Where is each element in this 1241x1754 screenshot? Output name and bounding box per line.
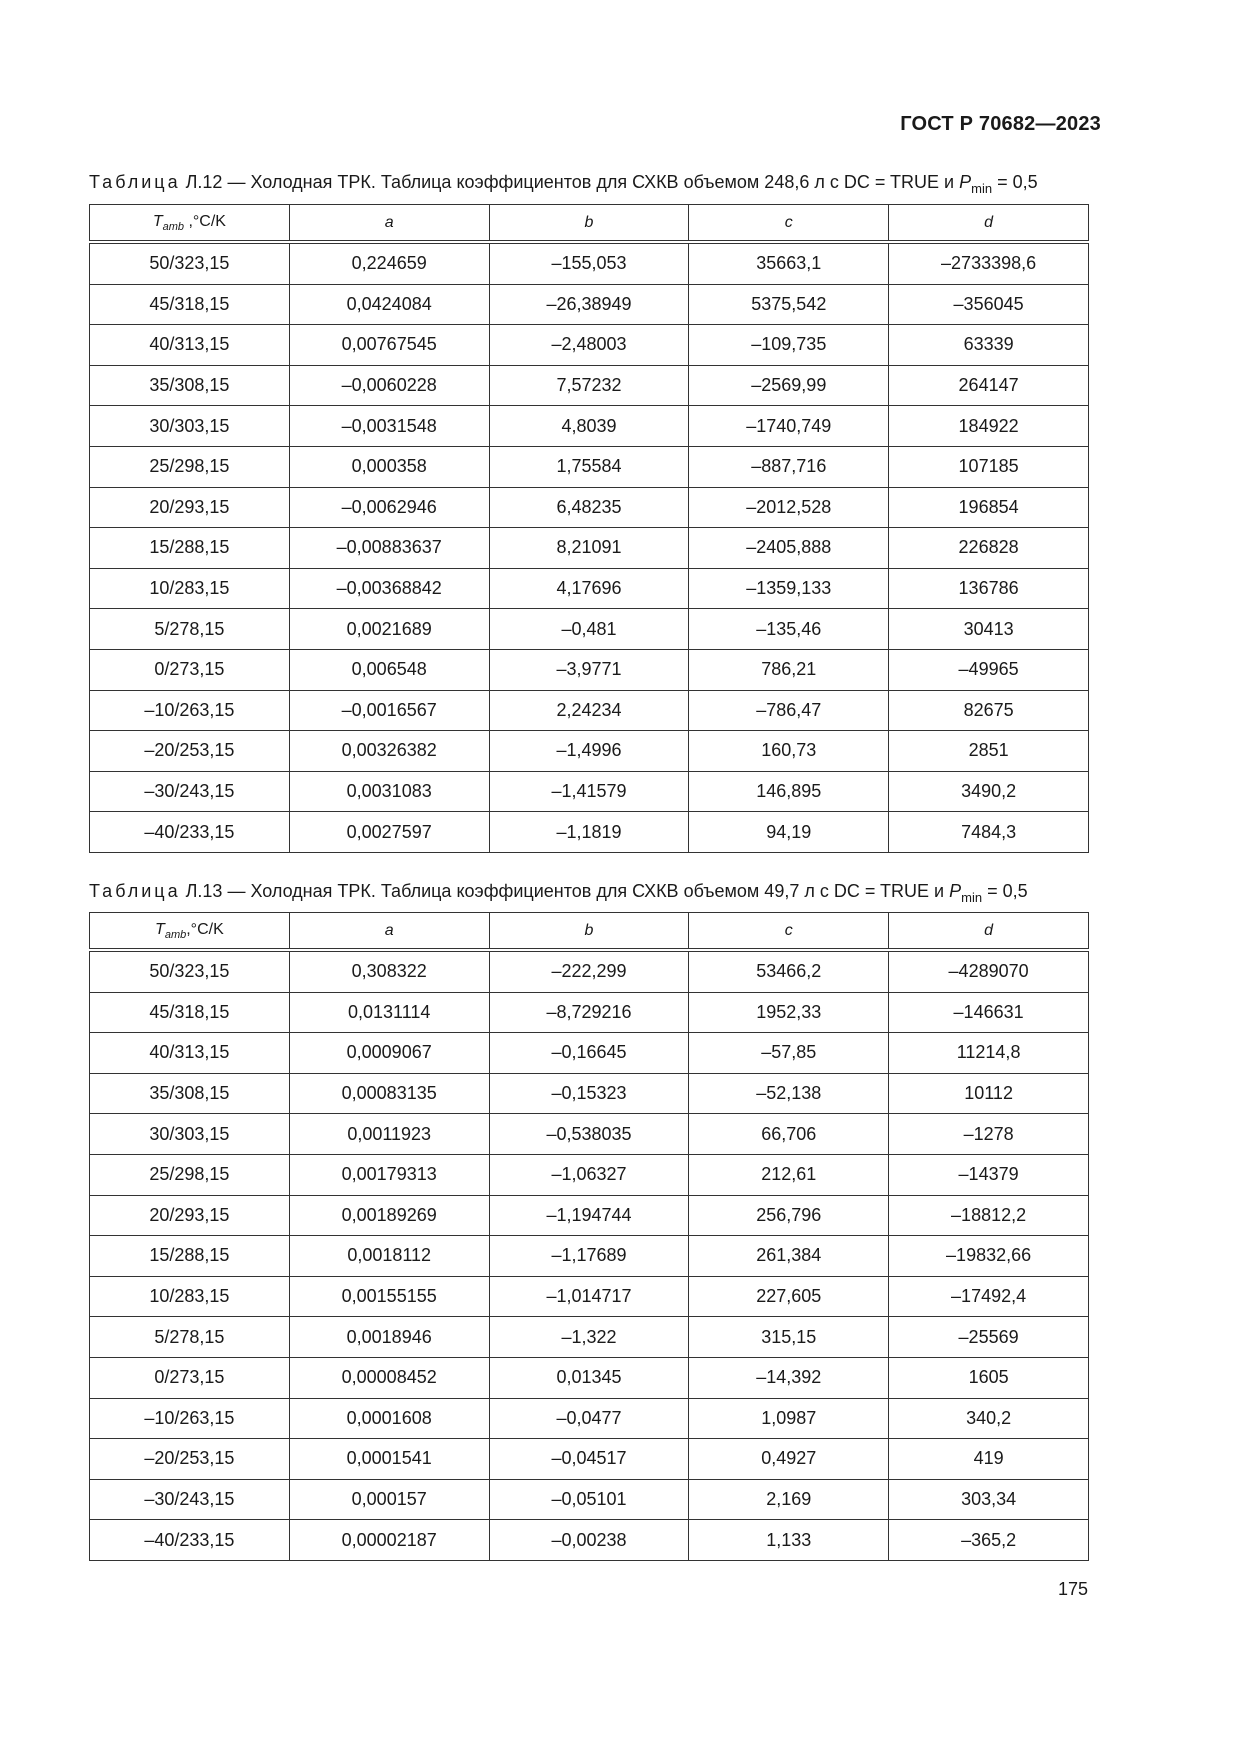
cell-d: 107185 [889,446,1089,487]
cell-b: –26,38949 [489,284,689,325]
cell-b: –1,06327 [489,1154,689,1195]
cell-d: 196854 [889,487,1089,528]
cell-temperature: 45/318,15 [90,992,290,1033]
cell-a: 0,0027597 [289,812,489,853]
cell-b: –8,729216 [489,992,689,1033]
cell-d: –1278 [889,1114,1089,1155]
cell-d: 340,2 [889,1398,1089,1439]
cell-d: 264147 [889,365,1089,406]
caption-number: Л.13 [185,881,223,901]
table-body [90,950,1089,1560]
table-row [90,528,1089,569]
cell-c: 0,4927 [689,1439,889,1480]
table-row [90,1033,1089,1074]
table-row [90,406,1089,447]
cell-d: 1605 [889,1357,1089,1398]
cell-b: –0,15323 [489,1073,689,1114]
column-header-b: b [489,205,689,243]
cell-b: –0,00238 [489,1520,689,1561]
cell-d: –356045 [889,284,1089,325]
table-row [90,1073,1089,1114]
cell-temperature: 50/323,15 [90,950,290,992]
cell-b: –2,48003 [489,325,689,366]
cell-b: 4,8039 [489,406,689,447]
table-row [90,1276,1089,1317]
cell-temperature: –20/253,15 [90,731,290,772]
cell-b: 0,01345 [489,1357,689,1398]
cell-b: 7,57232 [489,365,689,406]
coefficient-table [89,912,1089,1561]
cell-b: –1,4996 [489,731,689,772]
temperature-symbol: T [152,212,163,230]
cell-d: –49965 [889,649,1089,690]
table-row [90,1479,1089,1520]
cell-b: –222,299 [489,950,689,992]
cell-b: –3,9771 [489,649,689,690]
cell-c: 1952,33 [689,992,889,1033]
table-row [90,609,1089,650]
cell-c: –57,85 [689,1033,889,1074]
cell-d: –18812,2 [889,1195,1089,1236]
cell-a: –0,0060228 [289,365,489,406]
temperature-unit: ,°C/K [186,920,224,938]
cell-d: 303,34 [889,1479,1089,1520]
page-number: 175 [1057,1579,1088,1599]
cell-a: 0,0001541 [289,1439,489,1480]
cell-c: –1740,749 [689,406,889,447]
cell-a: –0,0016567 [289,690,489,731]
cell-c: –786,47 [689,690,889,731]
cell-b: –1,322 [489,1317,689,1358]
cell-a: 0,0424084 [289,284,489,325]
cell-d: –19832,66 [889,1236,1089,1277]
cell-temperature: –40/233,15 [90,1520,290,1561]
cell-temperature: –10/263,15 [90,1398,290,1439]
cell-b: 1,75584 [489,446,689,487]
table-caption [89,172,1038,196]
cell-b: –155,053 [489,242,689,284]
cell-c: –2012,528 [689,487,889,528]
cell-temperature: 5/278,15 [90,1317,290,1358]
table-row [90,1357,1089,1398]
cell-a: –0,00883637 [289,528,489,569]
cell-temperature: 25/298,15 [90,446,290,487]
table-row [90,487,1089,528]
cell-c: 227,605 [689,1276,889,1317]
table-row [90,812,1089,853]
cell-a: 0,006548 [289,649,489,690]
standard-designation: ГОСТ Р 70682—2023 [900,113,1101,135]
temperature-subscript: amb [162,220,184,233]
table-row [90,1236,1089,1277]
cell-temperature: –10/263,15 [90,690,290,731]
cell-a: 0,0001608 [289,1398,489,1439]
cell-temperature: 0/273,15 [90,649,290,690]
cell-c: 66,706 [689,1114,889,1155]
cell-temperature: 45/318,15 [90,284,290,325]
table-header-row [90,913,1089,951]
cell-d: 3490,2 [889,771,1089,812]
cell-a: 0,0018946 [289,1317,489,1358]
cell-b: –0,04517 [489,1439,689,1480]
cell-b: –0,481 [489,609,689,650]
caption-text: — Холодная ТРК. Таблица коэффициентов для СХКВ объемом 248,6 л с DC = TRUE и [222,172,960,192]
column-header-temperature [90,205,290,243]
table-row [90,1317,1089,1358]
cell-b: –1,014717 [489,1276,689,1317]
caption-text: — Холодная ТРК. Таблица коэффициентов для СХКВ объемом 49,7 л с DC = TRUE и [222,881,950,901]
table-row [90,690,1089,731]
cell-a: 0,0031083 [289,771,489,812]
cell-d: 136786 [889,568,1089,609]
cell-temperature: 30/303,15 [90,1114,290,1155]
cell-c: 160,73 [689,731,889,772]
cell-temperature: –30/243,15 [90,1479,290,1520]
cell-d: –2733398,6 [889,242,1089,284]
cell-b: –0,05101 [489,1479,689,1520]
cell-temperature: 40/313,15 [90,325,290,366]
cell-b: –0,538035 [489,1114,689,1155]
caption-p-subscript: min [961,890,983,905]
cell-a: 0,0009067 [289,1033,489,1074]
cell-c: 786,21 [689,649,889,690]
cell-a: 0,224659 [289,242,489,284]
caption-number: Л.12 [185,172,223,192]
cell-temperature: 20/293,15 [90,1195,290,1236]
cell-a: –0,0031548 [289,406,489,447]
cell-d: 7484,3 [889,812,1089,853]
cell-a: –0,0062946 [289,487,489,528]
column-header-d: d [889,913,1089,951]
cell-temperature: 10/283,15 [90,568,290,609]
cell-d: 63339 [889,325,1089,366]
cell-c: 212,61 [689,1154,889,1195]
cell-temperature: 5/278,15 [90,609,290,650]
cell-d: –25569 [889,1317,1089,1358]
cell-d: 11214,8 [889,1033,1089,1074]
cell-temperature: 35/308,15 [90,1073,290,1114]
table-row [90,1154,1089,1195]
cell-b: –1,41579 [489,771,689,812]
table-row [90,1520,1089,1561]
cell-a: 0,0018112 [289,1236,489,1277]
cell-d: –4289070 [889,950,1089,992]
cell-a: –0,00368842 [289,568,489,609]
cell-b: –1,1819 [489,812,689,853]
table-row [90,992,1089,1033]
cell-temperature: –20/253,15 [90,1439,290,1480]
cell-d: –14379 [889,1154,1089,1195]
cell-b: 8,21091 [489,528,689,569]
column-header-c: c [689,205,889,243]
cell-temperature: 35/308,15 [90,365,290,406]
cell-temperature: 50/323,15 [90,242,290,284]
table-row [90,365,1089,406]
cell-d: 10112 [889,1073,1089,1114]
cell-d: 226828 [889,528,1089,569]
cell-d: 82675 [889,690,1089,731]
cell-temperature: 20/293,15 [90,487,290,528]
cell-c: –2405,888 [689,528,889,569]
cell-c: 5375,542 [689,284,889,325]
cell-a: 0,000358 [289,446,489,487]
cell-c: –887,716 [689,446,889,487]
table-row [90,1114,1089,1155]
cell-c: 1,0987 [689,1398,889,1439]
table-caption [89,881,1028,905]
cell-c: –2569,99 [689,365,889,406]
cell-d: 30413 [889,609,1089,650]
cell-b: –0,16645 [489,1033,689,1074]
caption-label: Таблица [89,172,181,192]
cell-c: –109,735 [689,325,889,366]
cell-a: 0,00083135 [289,1073,489,1114]
cell-a: 0,00179313 [289,1154,489,1195]
cell-a: 0,00008452 [289,1357,489,1398]
cell-d: –17492,4 [889,1276,1089,1317]
cell-temperature: 0/273,15 [90,1357,290,1398]
cell-temperature: 30/303,15 [90,406,290,447]
cell-c: –52,138 [689,1073,889,1114]
column-header-b: b [489,913,689,951]
caption-tail: = 0,5 [982,881,1028,901]
cell-c: 146,895 [689,771,889,812]
table-header-row [90,205,1089,243]
cell-a: 0,00189269 [289,1195,489,1236]
cell-d: 184922 [889,406,1089,447]
table-body [90,242,1089,852]
cell-c: –1359,133 [689,568,889,609]
cell-d: –365,2 [889,1520,1089,1561]
cell-temperature: 40/313,15 [90,1033,290,1074]
cell-d: –146631 [889,992,1089,1033]
cell-c: 256,796 [689,1195,889,1236]
caption-p-subscript: min [971,181,993,196]
cell-a: 0,0011923 [289,1114,489,1155]
cell-c: –14,392 [689,1357,889,1398]
cell-a: 0,00767545 [289,325,489,366]
cell-c: 315,15 [689,1317,889,1358]
temperature-symbol: T [155,920,165,938]
column-header-a: a [289,205,489,243]
table-row [90,242,1089,284]
cell-b: –1,194744 [489,1195,689,1236]
cell-d: 2851 [889,731,1089,772]
cell-a: 0,00002187 [289,1520,489,1561]
cell-a: 0,00326382 [289,731,489,772]
cell-temperature: 15/288,15 [90,1236,290,1277]
table-row [90,1195,1089,1236]
cell-temperature: –30/243,15 [90,771,290,812]
cell-b: 2,24234 [489,690,689,731]
cell-b: –1,17689 [489,1236,689,1277]
cell-c: 35663,1 [689,242,889,284]
cell-c: 53466,2 [689,950,889,992]
cell-temperature: 15/288,15 [90,528,290,569]
cell-a: 0,0021689 [289,609,489,650]
caption-tail: = 0,5 [992,172,1038,192]
cell-temperature: 10/283,15 [90,1276,290,1317]
cell-c: 94,19 [689,812,889,853]
column-header-c: c [689,913,889,951]
table-row [90,568,1089,609]
cell-a: 0,000157 [289,1479,489,1520]
table-row [90,950,1089,992]
cell-c: –135,46 [689,609,889,650]
cell-d: 419 [889,1439,1089,1480]
table-row [90,731,1089,772]
column-header-a: a [289,913,489,951]
temperature-subscript: amb [164,928,187,941]
column-header-temperature [90,913,290,951]
temperature-unit: ,°C/K [184,212,226,230]
cell-c: 2,169 [689,1479,889,1520]
caption-p-symbol: P [949,881,962,901]
caption-label: Таблица [89,881,181,901]
table-row [90,1439,1089,1480]
cell-c: 261,384 [689,1236,889,1277]
cell-temperature: –40/233,15 [90,812,290,853]
coefficient-table [89,204,1089,853]
cell-a: 0,0131114 [289,992,489,1033]
cell-a: 0,308322 [289,950,489,992]
cell-b: 6,48235 [489,487,689,528]
table-row [90,325,1089,366]
table-row [90,649,1089,690]
table-row [90,1398,1089,1439]
table-row [90,771,1089,812]
table-row [90,284,1089,325]
cell-c: 1,133 [689,1520,889,1561]
cell-b: 4,17696 [489,568,689,609]
caption-p-symbol: P [959,172,972,192]
table-row [90,446,1089,487]
cell-a: 0,00155155 [289,1276,489,1317]
cell-b: –0,0477 [489,1398,689,1439]
column-header-d: d [889,205,1089,243]
cell-temperature: 25/298,15 [90,1154,290,1195]
